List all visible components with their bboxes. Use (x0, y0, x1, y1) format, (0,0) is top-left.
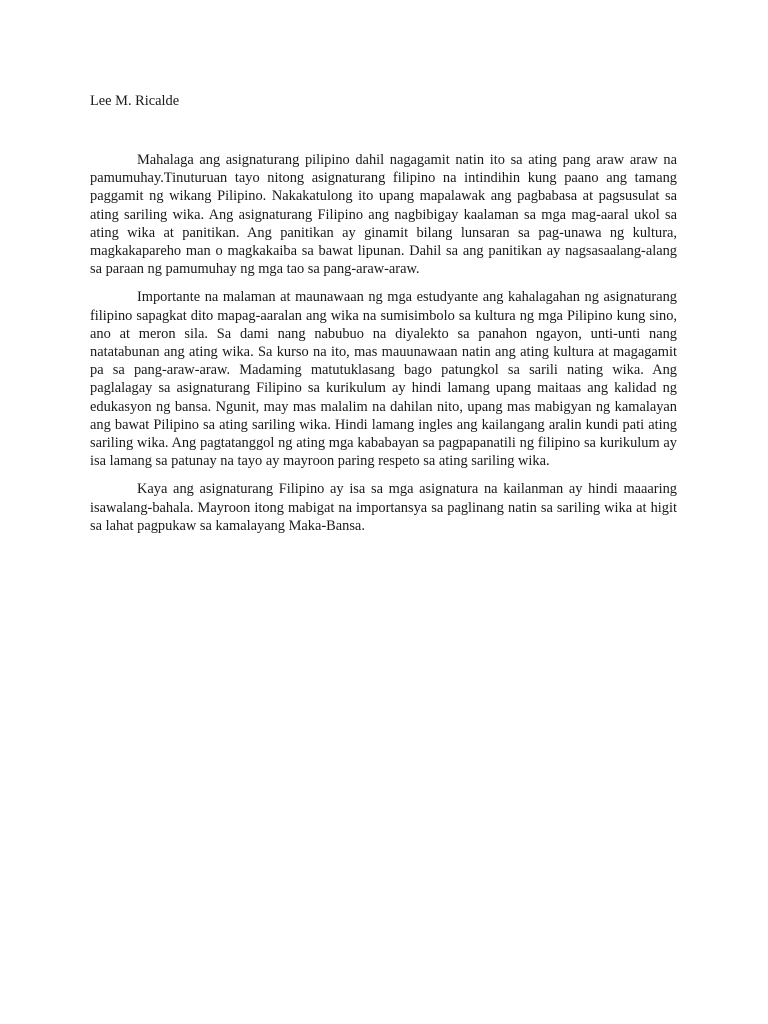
essay-paragraph-3: Kaya ang asignaturang Filipino ay isa sa mga asignatura na kailanman ay hindi maaaring isawalang-bahala. Mayroon itong mabigat na importansya sa paglinang natin sa sariling wika at higit sa lahat pagpukaw sa kamalayang Maka-Bansa. (90, 481, 677, 534)
essay-body (90, 151, 677, 545)
essay-paragraph-1: Mahalaga ang asignaturang pilipino dahil nagagamit natin ito sa ating pang araw araw na pamumuhay.Tinuturuan tayo nitong asignaturang filipino na intindihin kung paano ang tamang paggamit ng wikang Pilipino. Nakakatulong ito upang mapalawak ang pagbabasa at pagsusulat sa ating sariling wika. Ang asignaturang Filipino ang nagbibigay kaalaman sa mga mag-aaral ukol sa ating wika at panitikan. Ang panitikan ay ginamit bilang lunsaran sa pag-unawa ng kultura, magkakapareho man o magkakaiba sa bawat lipunan. Dahil sa ang panitikan ay nagsasaalang-alang sa paraan ng pamumuhay ng mga tao sa pang-araw-araw. (90, 152, 677, 278)
essay-paragraph-2: Importante na malaman at maunawaan ng mga estudyante ang kahalagahan ng asignaturang filipino sapagkat dito mapag-aaralan ang wika na sumisimbolo sa kultura ng mga Pilipino kung sino, ano at meron sila. Sa dami nang nabubuo na diyalekto sa panahon ngayon, unti-unti nang natatabunan ang ating wika. Sa kurso na ito, mas mauunawaan natin ang ating kultura at magagamit pa sa pang-araw-araw. Madaming matutuklasang bago patungkol sa sarili nating wika. Ang paglalagay sa asignaturang Filipino sa kurikulum ay hindi lamang upang maitaas ang kalidad ng edukasyon ng bansa. Ngunit, may mas malalim na dahilan nito, upang mas mabigyan ng kamalayan ang bawat Pilipino sa ating sariling wika. Hindi lamang ingles ang kailangang aralin kundi pati ating sariling wika. Ang pagtatanggol ng ating mga kababayan sa pagpapanatili ng filipino sa kurikulum ay isa lamang sa patunay na tayo ay mayroon paring respeto sa ating sariling wika. (90, 289, 677, 470)
author-name: Lee M. Ricalde (90, 93, 180, 109)
